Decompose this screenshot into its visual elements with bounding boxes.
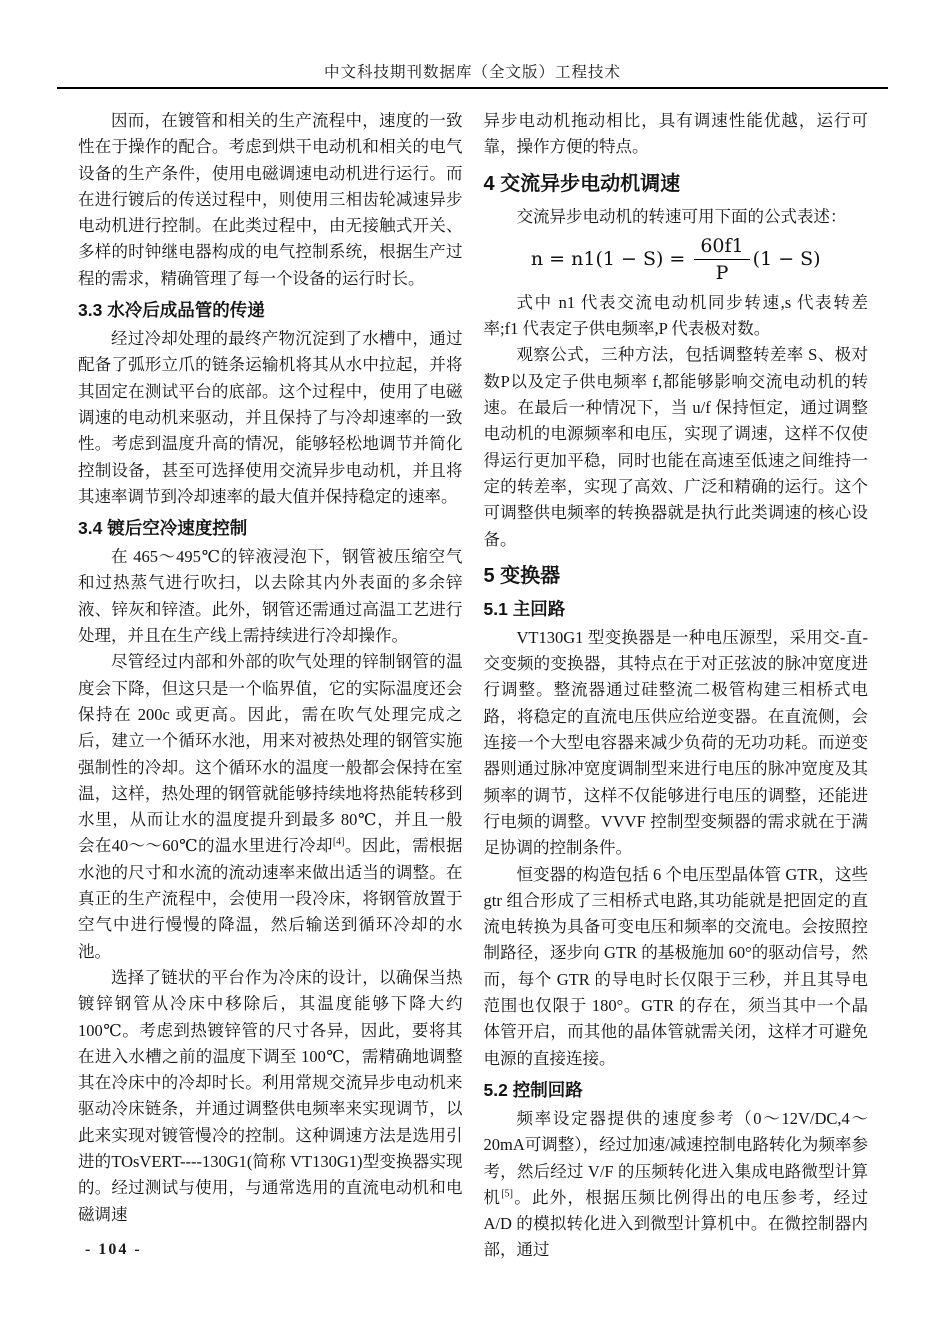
section-heading-4: 4 交流异步电动机调速	[483, 172, 681, 195]
body-paragraph: 经过冷却处理的最终产物沉淀到了水槽中，通过配备了弧形立爪的链条运输机将其从水中拉起，并将其固定在测试平台的底部。这个过程中，使用了电磁调速的电动机来驱动，并且保持了与冷却速率的一致性。考虑到温度升高的情况，能够轻松地调节并简化控制设备，甚至可选择使用交流异步电动机，并且将其速率调节到冷却速率的最大值并保持稳定的速率。	[78, 329, 463, 506]
fraction-numerator: 60f1	[694, 235, 749, 260]
paragraph-text: 尽管经过内部和外部的吹气处理的锌制钢管的温度会下降，但这只是一个临界值，它的实际温度还会保持在 200c 或更高。因此，需在吹气处理完成之后，建立一个循环水池，用来对被热处理的钢管实施强制性的冷却。这个循环水的温度一般都会保持在室温，这样，热处理的钢管就能够持续地将热能转移到水里，从而让水的温度提升到最多 80℃，并且一般会在40～～60℃的温水里进行冷却	[78, 652, 463, 856]
two-column-body	[78, 108, 868, 1264]
fraction-denominator: P	[715, 261, 729, 284]
paragraph-text: 频率设定器提供的速度参考（0～12V/DC,4～20mA可调整），经过加速/减速控制电路转化为频率参考，然后经过 V/F 的压频转化进入集成电路微型计算机	[483, 1108, 868, 1207]
body-paragraph: 因而，在镀管和相关的生产流程中，速度的一致性在于操作的配合。考虑到烘干电动机和相关的电气设备的生产条件，使用电磁调速电动机进行运行。而在进行镀后的传送过程中，则使用三相齿轮减速异步电动机进行控制。在此类过程中，由无接触式开关、多样的时钟继电器构成的电气控制系统，根据生产过程的需求，精确管理了每一个设备的运行时长。	[78, 111, 463, 288]
header-divider	[57, 87, 888, 89]
citation-ref-5: [5]	[501, 1188, 513, 1200]
body-paragraph: 选择了链状的平台作为冷床的设计，以确保当热镀锌钢管从冷床中移除后，其温度能够下降大约 100℃。考虑到热镀锌管的尺寸各异，因此，要将其在进入水槽之前的温度下调至 100℃，需精确地调整其在冷床中的冷却时长。利用常规交流异步电动机来驱动冷床链条，并通过调整供电频率来实现调节，以此来实现对镀管慢冷的控制。这种调速方法是选用引进的TOsVERT----130G1(简称 VT130G1)型变换器实现的。经过测试与使用，与通常选用的直流电动机和电磁调速	[78, 967, 463, 1224]
section-heading-5-2: 5.2 控制回路	[483, 1079, 583, 1100]
continuation-paragraph: 异步电动机拖动相比，具有调速性能优越，运行可靠，操作方便的特点。	[483, 111, 868, 157]
body-paragraph-with-citation	[78, 649, 463, 965]
body-paragraph: 在 465～495℃的锌液浸泡下，钢管被压缩空气和过热蒸气进行吹扫，以去除其内外表面的多余锌液、锌灰和锌渣。此外，钢管还需通过高温工艺进行处理，并且在生产线上需持续进行冷却操作。	[78, 547, 463, 646]
section-heading-3-4: 3.4 镀后空冷速度控制	[78, 518, 248, 539]
paragraph-text: 。因此，需根据水池的尺寸和水流的流动速率来做出适当的调整。在真正的生产流程中，会使用一段冷床，将钢管放置于空气中进行慢慢的降温，然后输送到循环冷却的水池。	[78, 836, 463, 961]
body-paragraph: 交流异步电动机的转速可用下面的公式表述：	[516, 206, 847, 226]
equation-tail: (1 − S)	[752, 248, 821, 271]
section-heading-5-1: 5.1 主回路	[483, 598, 566, 619]
citation-ref-4: [4]	[332, 836, 345, 848]
equation-fraction	[694, 235, 749, 284]
page-number: - 104 -	[85, 1241, 142, 1258]
body-paragraph: 恒变器的构造包括 6 个电压型晶体管 GTR，这些gtr 组合形成了三相桥式电路,其功能就是把固定的直流电转换为具备可变电压和频率的交流电。会按照控制路径，逐步向 GTR 的基极施加 60°的驱动信号，然而，每个 GTR 的导电时长仅限于三秒，并且其导电范围也仅限于 180°。GTR 的存在，须当其中一个晶体管开启，而其他的晶体管就需关闭，这样才可避免电源的直接连接。	[483, 864, 868, 1068]
speed-equation	[484, 235, 869, 284]
paragraph-text: 。此外，根据压频比例得出的电压参考，经过 A/D 的模拟转化进入到微型计算机中。在微控制器内部，通过	[483, 1187, 869, 1260]
right-column	[484, 108, 869, 1264]
body-paragraph: 式中 n1 代表交流电动机同步转速,s 代表转差率;f1 代表定子供电频率,P 代表极对数。	[483, 292, 868, 339]
body-paragraph: 观察公式，三种方法，包括调整转差率 S、极对数P以及定子供电频率 f,都能够影响交流电动机的转速。在最后一种情况下，当 u/f 保持恒定，通过调整电动机的电源频率和电压，实现了调速，这样不仅使得运行更加平稳，同时也能在高速至低速之间维持一定的转差率，实现了高效、广泛和精确的运行。这个可调整供电频率的转换器就是执行此类调速的核心设备。	[483, 345, 868, 549]
section-heading-3-3: 3.3 水冷后成品管的传递	[78, 300, 265, 321]
equation-left-side: n = n1(1 − S) =	[530, 248, 686, 271]
body-paragraph-with-citation	[484, 1106, 869, 1264]
section-heading-5: 5 变换器	[483, 564, 561, 587]
left-column	[78, 108, 463, 1264]
body-paragraph: VT130G1 型变换器是一种电压源型，采用交-直-交变频的变换器，其特点在于对正弦波的脉冲宽度进行调整。整流器通过硅整流二极管构建三相桥式电路，将稳定的直流电压供应给逆变器。在直流侧，会连接一个大型电容器来减少负荷的无功功耗。而逆变器则通过脉冲宽度调制型来进行电压的脉冲宽度及其频率的调节，这样不仅能够进行电压的调整，还能进行电频的调整。VVVF 控制型变频器的需求就在于满足协调的控制条件。	[483, 627, 868, 858]
page-header: 中文科技期刊数据库（全文版）工程技术	[323, 64, 621, 81]
